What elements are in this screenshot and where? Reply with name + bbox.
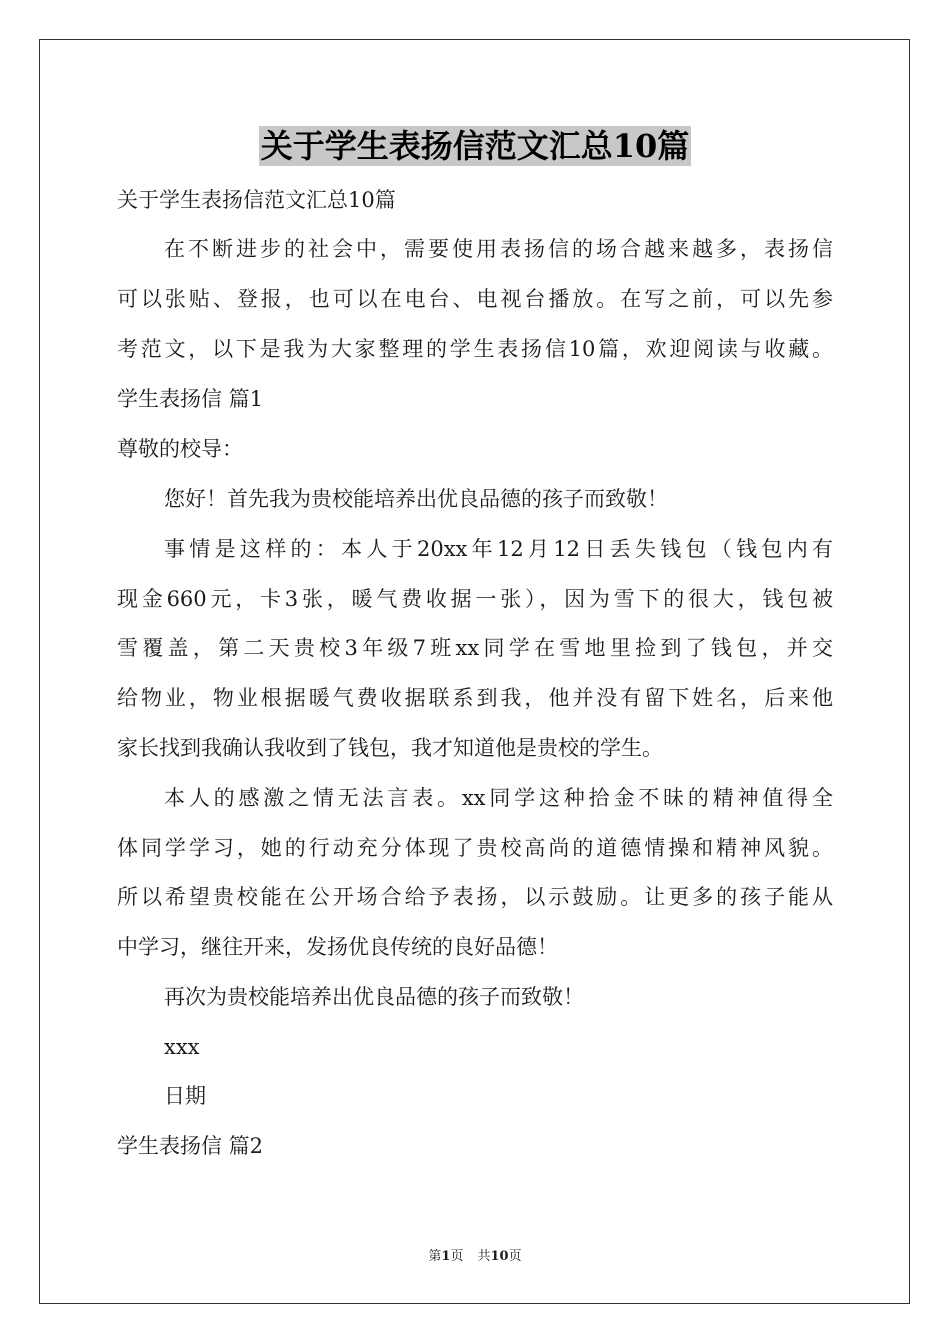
paragraph-line: 现金660元，卡3张，暖气费收据一张），因为雪下的很大，钱包被 [117, 587, 833, 611]
date-line: 日期 [164, 1084, 206, 1108]
footer-total-pages: 10 [490, 1249, 509, 1264]
section-heading: 学生表扬信 篇2 [117, 1134, 264, 1158]
footer-total-suffix: 页 [508, 1249, 522, 1264]
page-border [39, 39, 910, 1304]
footer-total-prefix: 共 [477, 1249, 491, 1264]
document-title: 关于学生表扬信范文汇总10篇 [260, 127, 690, 165]
signature: xxx [164, 1035, 200, 1059]
paragraph-line: 您好！首先我为贵校能培养出优良品德的孩子而致敬！ [164, 487, 668, 511]
paragraph-line: 所以希望贵校能在公开场合给予表扬，以示鼓励。让更多的孩子能从 [117, 885, 833, 909]
footer-page-number: 1 [441, 1249, 451, 1264]
paragraph-line: 事情是这样的：本人于20xx年12月12日丢失钱包（钱包内有 [164, 537, 833, 561]
paragraph-line: 再次为贵校能培养出优良品德的孩子而致敬！ [164, 985, 584, 1009]
paragraph-line: 可以张贴、登报，也可以在电台、电视台播放。在写之前，可以先参 [117, 287, 833, 311]
salutation: 尊敬的校导： [117, 437, 243, 461]
title-wrapper [0, 126, 950, 166]
paragraph-line: 体同学学习，她的行动充分体现了贵校高尚的道德情操和精神风貌。 [117, 836, 833, 860]
paragraph-line: 雪覆盖，第二天贵校3年级7班xx同学在雪地里捡到了钱包，并交 [117, 636, 833, 660]
paragraph-line: 家长找到我确认我收到了钱包，我才知道他是贵校的学生。 [117, 736, 663, 760]
subtitle-line: 关于学生表扬信范文汇总10篇 [117, 188, 396, 212]
paragraph-line: 考范文，以下是我为大家整理的学生表扬信10篇，欢迎阅读与收藏。 [117, 337, 833, 361]
paragraph-line: 本人的感激之情无法言表。xx同学这种拾金不昧的精神值得全 [164, 786, 833, 810]
section-heading: 学生表扬信 篇1 [117, 387, 264, 411]
footer-page-prefix: 第 [428, 1249, 442, 1264]
paragraph-line: 中学习，继往开来，发扬优良传统的良好品德！ [117, 935, 558, 959]
paragraph-line: 给物业，物业根据暖气费收据联系到我，他并没有留下姓名，后来他 [117, 686, 833, 710]
footer-page-suffix: 页 [450, 1249, 464, 1264]
paragraph-line: 在不断进步的社会中，需要使用表扬信的场合越来越多，表扬信 [164, 237, 833, 261]
page-footer [0, 1248, 950, 1266]
